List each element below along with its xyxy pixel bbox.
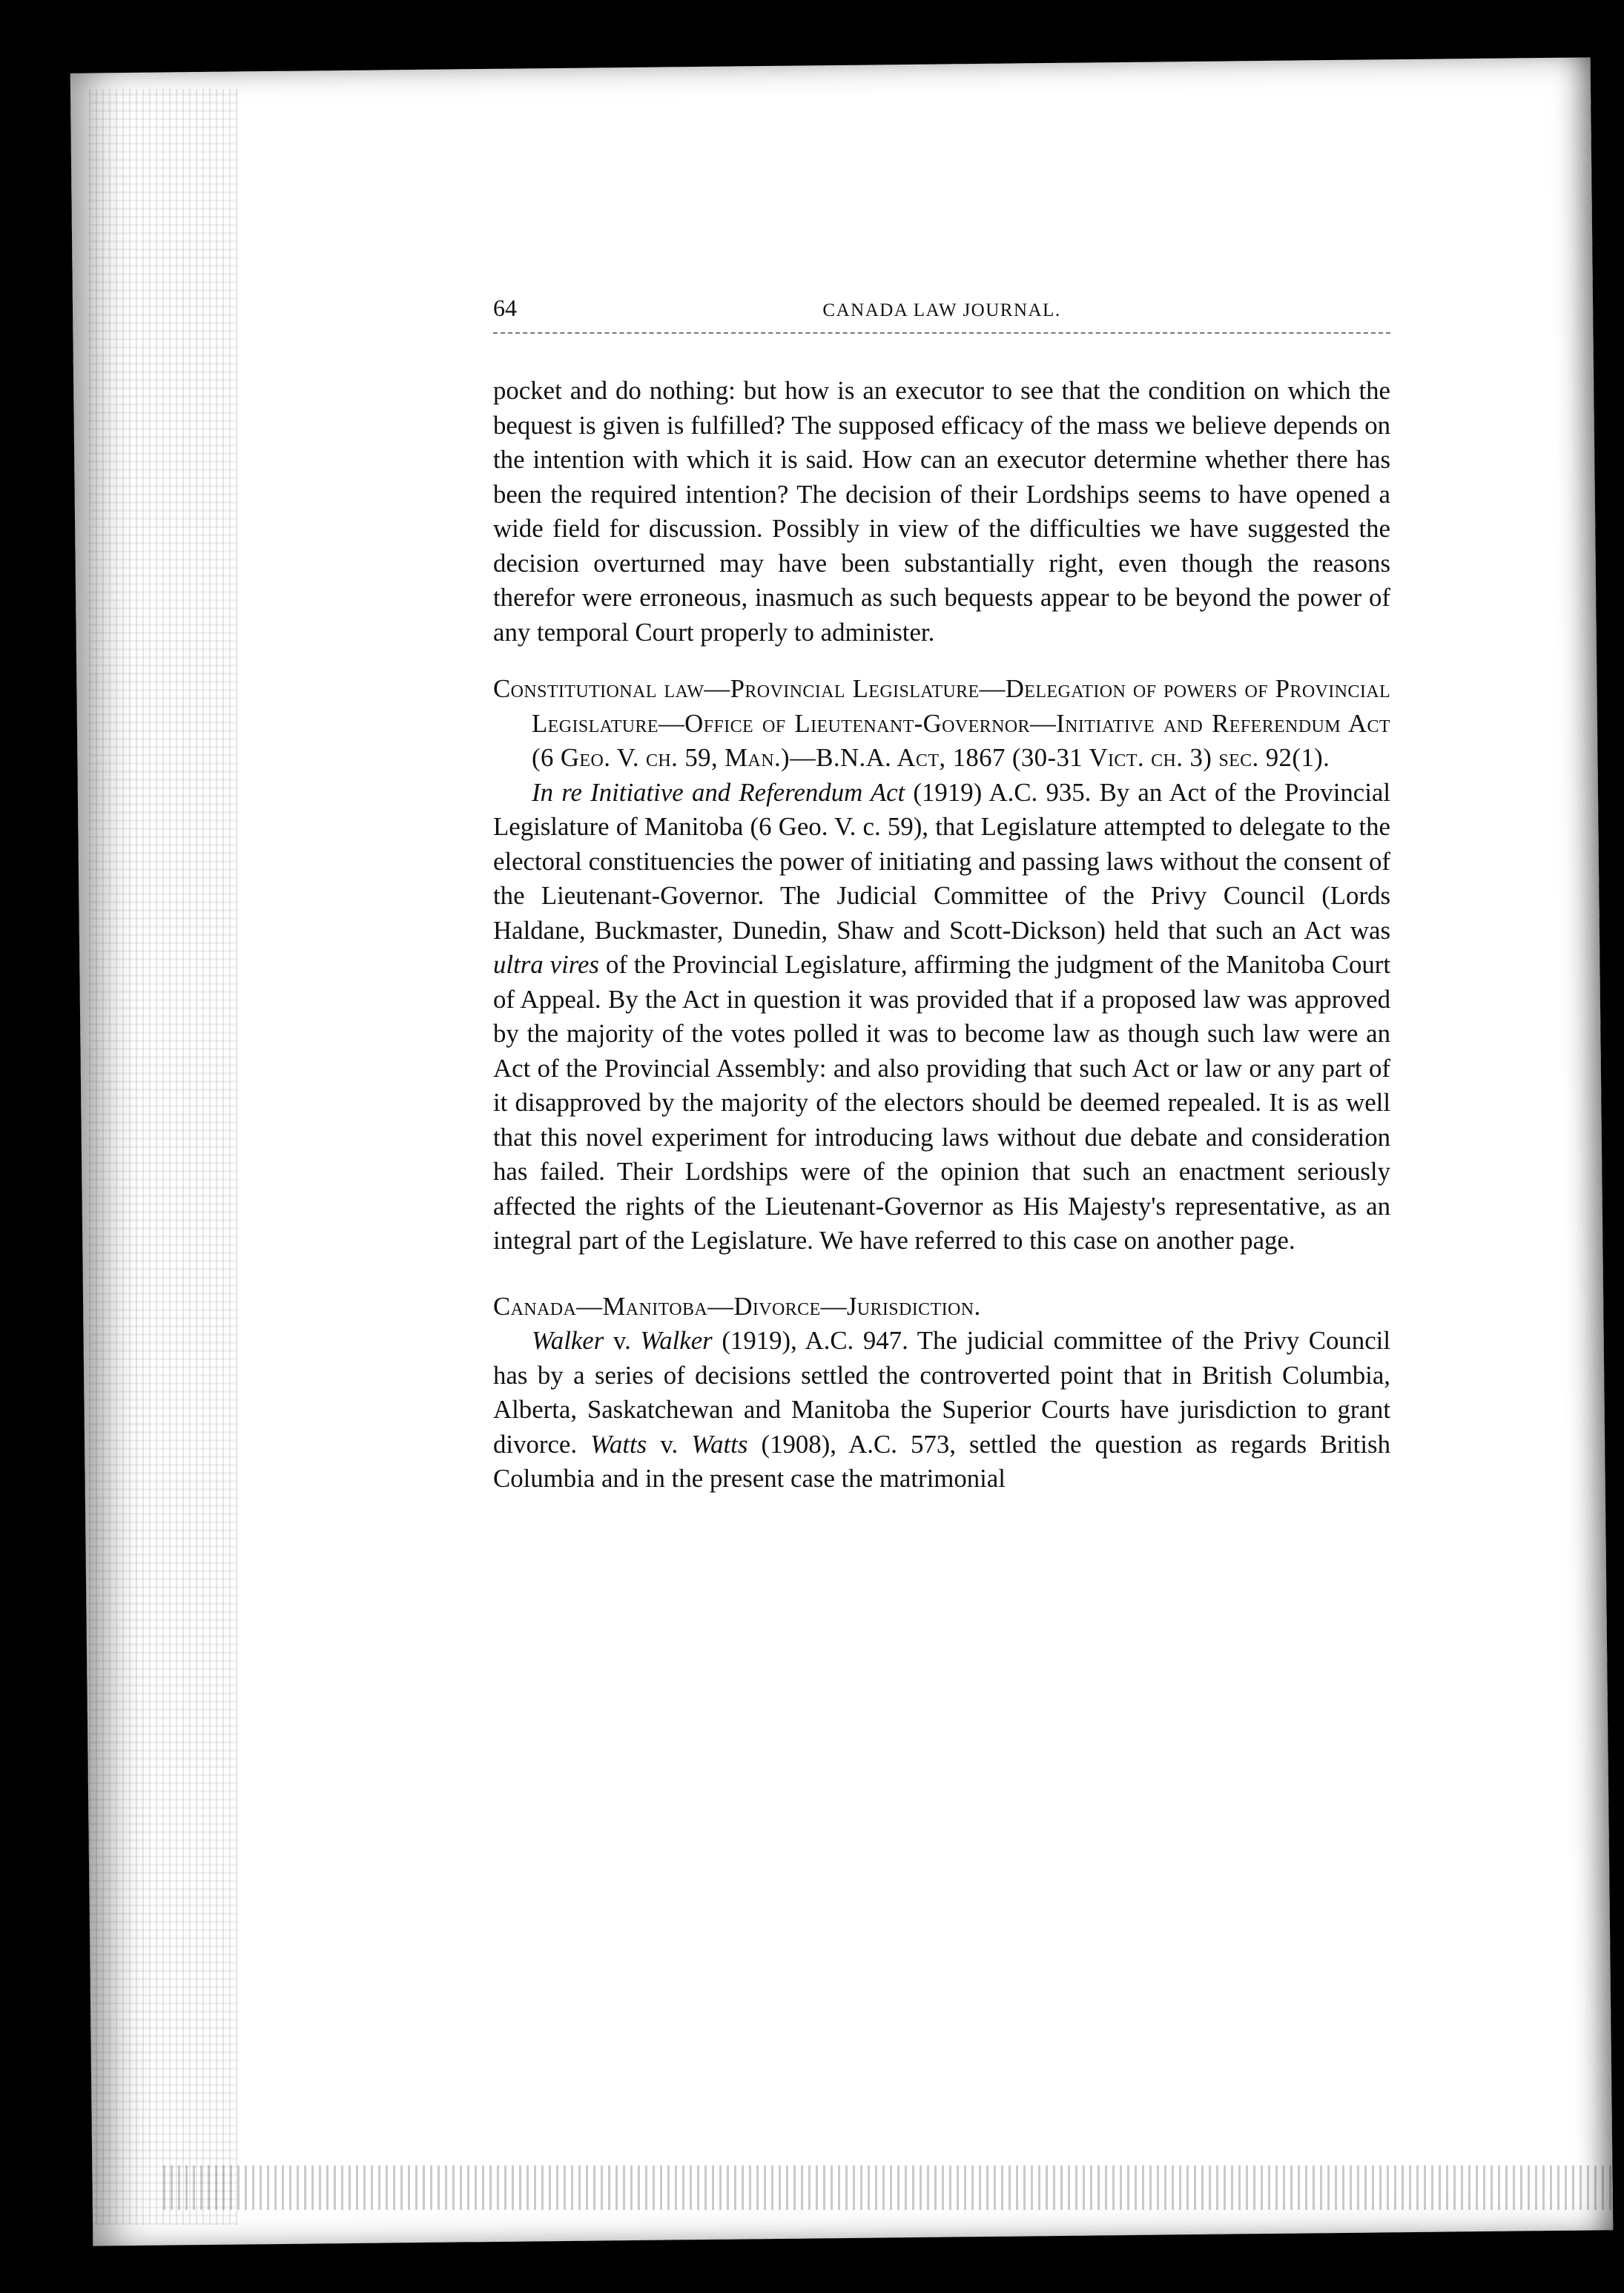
- section-heading-divorce-jurisdiction: Canada—Manitoba—Divorce—Jurisdiction.: [493, 1291, 981, 1321]
- case-name: Walker: [532, 1326, 604, 1355]
- body-text: (1919), A.C. 947. The judicial committee of the Privy Council has by a series of decisions settled the controverted point that in British Columbia, Alberta, Saskatchewan and Manitoba the Superior Courts have jurisdiction to grant divorce.: [493, 1326, 1390, 1459]
- body-text: of the Provincial Legislature, affirming the judgment of the Manitoba Court of Appeal. By the Act in question it was provided that if a proposed law was approved by the majority of the votes polled it was to become law as though such law were an Act of the Provincial Assembly: and also providing that such Act or law or any part of it disapproved by the majority of the electors should be deemed repealed. It is as well that this novel experiment for introducing laws without due debate and consideration has failed. Their Lordships were of the opinion that such an enactment seriously affected the rights of the Lieutenant-Governor as His Majesty's representative, as an integral part of the Legislature. We have referred to this case on another page.: [493, 950, 1390, 1255]
- case-name: Watts: [691, 1429, 748, 1459]
- case-name: Watts: [590, 1429, 647, 1459]
- page-number: 64: [493, 294, 517, 321]
- section-body-walker-v-walker: [493, 1324, 1390, 1497]
- body-text: (1908), A.C. 573, settled the question as regards British Columbia and in the present case the matrimonial: [493, 1429, 1390, 1493]
- journal-title: CANADA LAW JOURNAL.: [822, 300, 1061, 320]
- page-content: [493, 291, 1390, 1497]
- versus-text: v.: [647, 1429, 692, 1459]
- body-text: (1919) A.C. 935. By an Act of the Provincial Legislature of Manitoba (6 Geo. V. c. 59), that Legislature attempted to delegate to the electoral constituencies the power of initiating and passing laws without the consent of the Lieutenant-Governor. The Judicial Committee of the Privy Council (Lords Haldane, Buckmaster, Dunedin, Shaw and Scott-Dickson) held that such an Act was: [493, 777, 1390, 945]
- section-heading-constitutional-law: Constitutional law—Provincial Legislature—Delegation of powers of Provincial Legislature—Office of Lieutenant-Governor—Initiative and Referendum Act (6 Geo. V. ch. 59, Man.)—B.N.A. Act, 1867 (30-31 Vict. ch. 3) sec. 92(1).: [493, 674, 1390, 772]
- section-body-initiative-referendum: [493, 776, 1390, 1258]
- case-name: Walker: [640, 1326, 713, 1355]
- continuation-paragraph: pocket and do nothing: but how is an executor to see that the condition on which the bequest is given is fulfilled? The supposed efficacy of the mass we believe depends on the intention with which it is said. How can an executor determine whether there has been the required intention? The decision of their Lordships seems to have opened a wide field for discussion. Possibly in view of the difficulties we have suggested the decision overturned may have been substantially right, even though the reasons therefor were erroneous, inasmuch as such bequests appear to be beyond the power of any temporal Court properly to administer.: [493, 376, 1390, 647]
- scan-bottom-edge: [163, 2165, 1617, 2210]
- running-head: [493, 291, 1390, 334]
- latin-phrase: ultra vires: [493, 950, 599, 979]
- case-name: In re Initiative and Referendum Act: [532, 777, 905, 807]
- versus-text: v.: [604, 1326, 641, 1355]
